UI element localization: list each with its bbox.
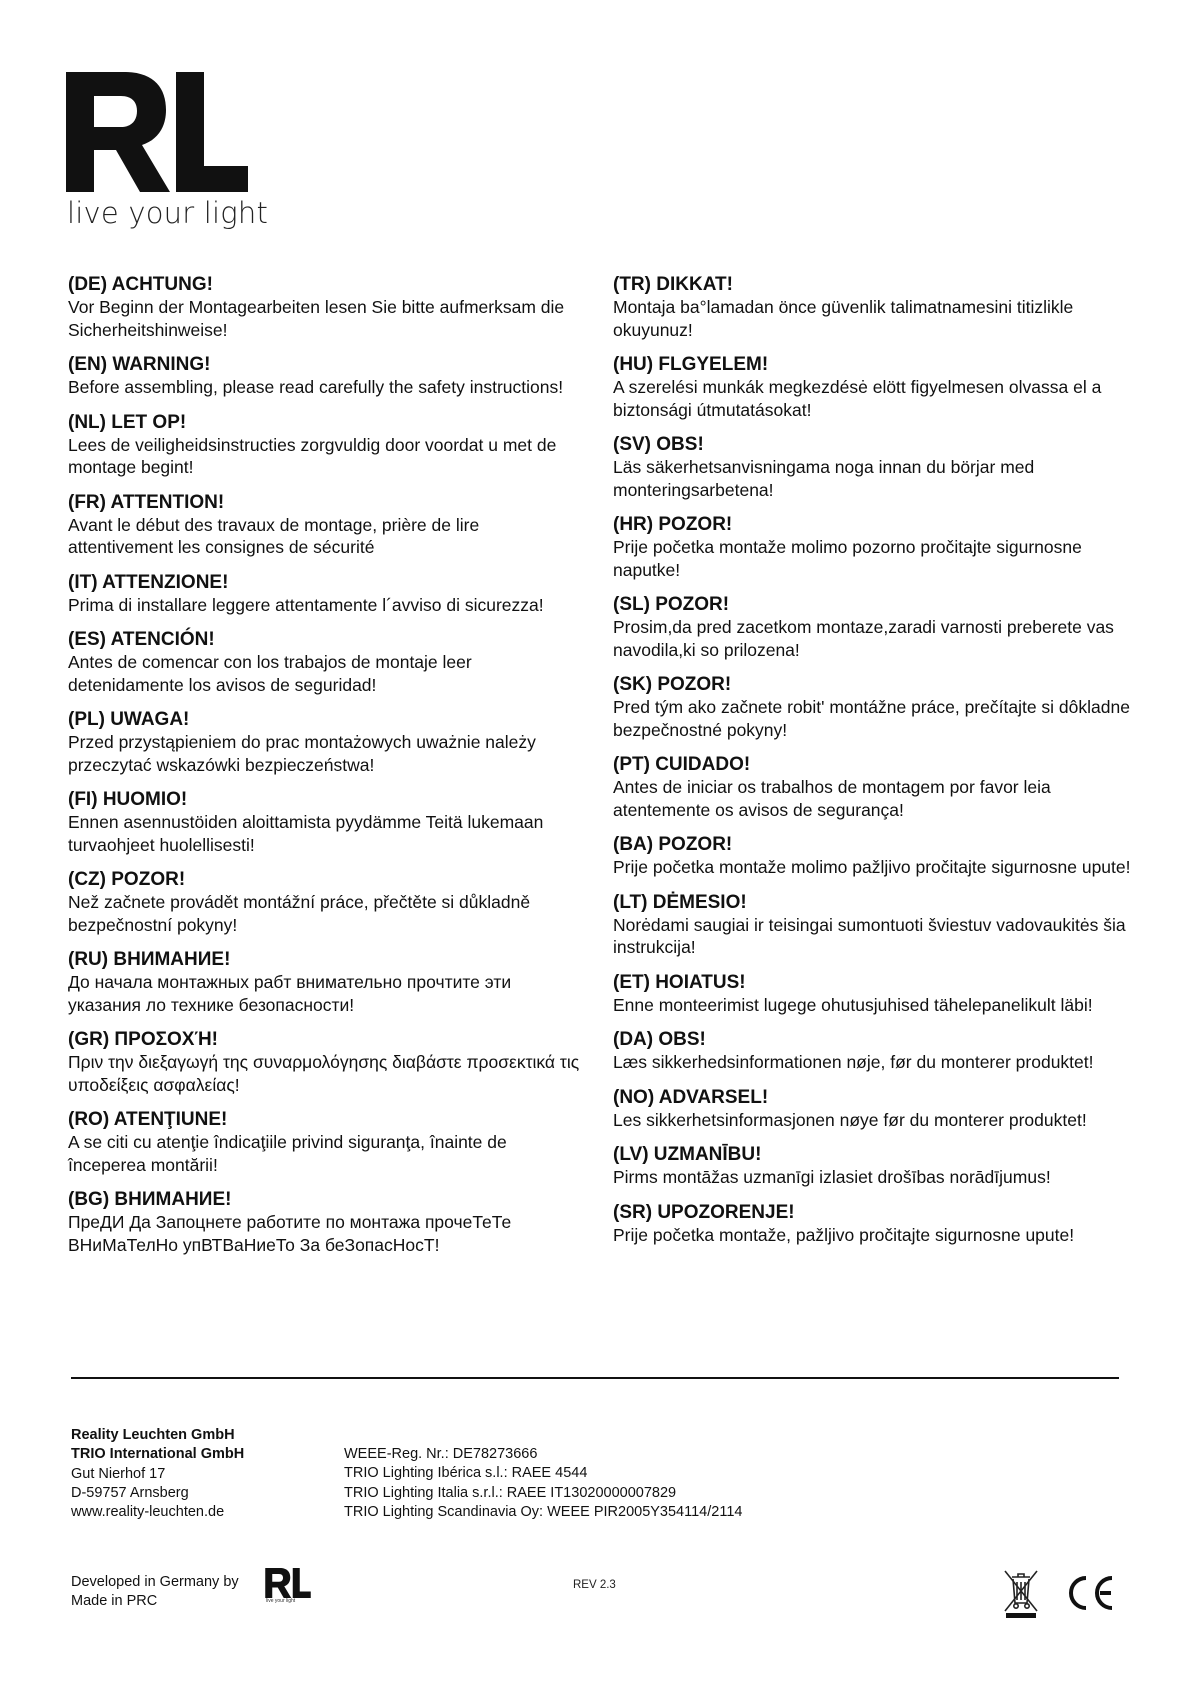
warning-sr (613, 1202, 1133, 1247)
warning-title: (GR) ΠΡΟΣΟΧΉ! (68, 1029, 218, 1050)
small-rl-logo (265, 1568, 311, 1608)
warning-title: (FI) HUOMIO! (68, 789, 188, 810)
warning-text: Läs säkerhetsanvisningama noga innan du börjar med monteringsarbetena! (613, 457, 1035, 500)
warning-text: Prije početka montaže molimo pozorno pročitajte sigurnosne naputke! (613, 537, 1082, 580)
footer-registration-info (344, 1445, 742, 1522)
company-website: www.reality-leuchten.de (71, 1504, 225, 1521)
developed-in-text: Developed in Germany by (71, 1574, 239, 1590)
reg-line: TRIO Lighting Ibérica s.l.: RAEE 4544 (344, 1465, 588, 1482)
warning-text: Prije početka montaže, pažljivo pročitajte sigurnosne upute! (613, 1224, 1075, 1245)
warning-lv (613, 1144, 1133, 1189)
warning-tr (613, 274, 1133, 341)
origin-info (71, 1573, 239, 1612)
warning-text: Pirms montāžas uzmanīgi izlasiet drošības norādījumus! (613, 1167, 1051, 1187)
warning-gr (68, 1029, 588, 1096)
warning-title: (PT) CUIDADO! (613, 754, 751, 775)
warning-title: (ET) HOIATUS! (613, 971, 746, 993)
warning-title: (DE) ACHTUNG! (68, 274, 213, 295)
warning-text: Prije početka montaže molimo pažljivo pročitajte sigurnosne upute! (613, 857, 1131, 877)
footer-divider (71, 1377, 1119, 1379)
warning-title: (IT) ATTENZIONE! (68, 571, 229, 593)
warning-text: Przed przystąpieniem do prac montażowych uważnie należy przeczytać wskazówki bezpieczeństwa! (68, 732, 536, 775)
warning-fi (68, 789, 588, 856)
reg-line: TRIO Lighting Scandinavia Oy: WEEE PIR2005Y354114/2114 (344, 1503, 743, 1520)
warning-hr (613, 514, 1133, 581)
warning-title: (NL) LET OP! (68, 411, 187, 433)
company-street: Gut Nierhof 17 (71, 1465, 166, 1482)
brand-tagline: live your light (67, 196, 269, 230)
made-in-text: Made in PRC (71, 1593, 158, 1610)
crossed-out-wheelie-bin-icon (1002, 1567, 1040, 1619)
warning-title: (HU) FLGYELEM! (613, 354, 769, 375)
rl-logo-mark (66, 72, 248, 192)
reg-line: WEEE-Reg. Nr.: DE78273666 (344, 1446, 538, 1462)
warning-title: (HR) POZOR! (613, 514, 733, 535)
warning-en (68, 354, 588, 399)
warning-hu (613, 354, 1133, 421)
warning-text: Prosim,da pred zacetkom montaze,zaradi varnosti preberete vas navodila,ki so prilozena! (613, 617, 1114, 660)
warnings-left-column (68, 274, 588, 1269)
warning-title: (LT) DĖMESIO! (613, 891, 747, 913)
reg-line: TRIO Lighting Italia s.r.l.: RAEE IT13020000007829 (344, 1484, 677, 1501)
warning-es (68, 629, 588, 696)
warning-text: Les sikkerhetsinformasjonen nøye før du monterer produktet! (613, 1109, 1087, 1130)
ce-mark-icon (1066, 1574, 1116, 1612)
warning-title: (SK) POZOR! (613, 674, 732, 695)
company-name-reality: Reality Leuchten GmbH (71, 1427, 235, 1443)
warning-text: Vor Beginn der Montagearbeiten lesen Sie bitte aufmerksam die Sicherheitshinweise! (68, 297, 565, 340)
warning-text: До начала монтажных рабт внимательно прочтите эти указания ло технике безопасности! (68, 972, 512, 1015)
warning-text: A se citi cu atenţie îndicaţiile privind siguranţa, înainte de începerea montării! (68, 1132, 507, 1175)
warning-pl (68, 709, 588, 776)
warning-text: A szerelési munkák megkezdésė elött figyelmesen olvassa el a biztonsági útmutatásokat! (613, 377, 1102, 420)
warning-lt (613, 892, 1133, 959)
warning-text: Lees de veiligheidsinstructies zorgvuldig door voordat u met de montage begint! (68, 434, 557, 477)
warnings-right-column (613, 274, 1133, 1259)
warning-title: (FR) ATTENTION! (68, 491, 225, 513)
warning-no (613, 1087, 1133, 1132)
small-logo-tagline: live your light (266, 1598, 296, 1604)
warning-text: Enne monteerimist lugege ohutusjuhised tähelepanelikult läbi! (613, 994, 1093, 1015)
warning-da (613, 1029, 1133, 1074)
warning-title: (SV) OBS! (613, 434, 704, 455)
warning-title: (RO) ATENŢIUNE! (68, 1109, 228, 1130)
warning-nl (68, 412, 588, 479)
warning-title: (CZ) POZOR! (68, 869, 186, 890)
warning-text: Ennen asennustöiden aloittamista pyydämme Teitä lukemaan turvaohjeet huolellisesti! (68, 812, 544, 855)
warning-text: Antes de comencar con los trabajos de montaje leer detenidamente los avisos de seguridad! (68, 652, 472, 695)
warning-text: ПреДИ Да Запоцнете работите по монтажа прочеТеТе ВНиМаТелНо упВТВаНиеТо За беЗопасНосТ! (68, 1212, 512, 1255)
warning-ba (613, 834, 1133, 879)
warning-sk (613, 674, 1133, 741)
warning-title: (BA) POZOR! (613, 834, 733, 855)
warning-title: (SL) POZOR! (613, 594, 730, 615)
revision-label: REV 2.3 (573, 1579, 616, 1591)
warning-title: (RU) ВНИМАНИЕ! (68, 949, 231, 970)
warning-text: Prima di installare leggere attentamente l´avviso di sicurezza! (68, 594, 544, 615)
warning-it (68, 572, 588, 617)
warning-sv (613, 434, 1133, 501)
company-name-trio: TRIO International GmbH (71, 1446, 245, 1463)
warning-title: (PL) UWAGA! (68, 709, 190, 730)
warning-de (68, 274, 588, 341)
warning-text: Before assembling, please read carefully the safety instructions! (68, 377, 564, 397)
warning-title: (BG) ВНИМАНИЕ! (68, 1189, 232, 1210)
warning-text: Læs sikkerhedsinformationen nøje, før du monterer produktet! (613, 1052, 1094, 1072)
warning-text: Πριν την διεξαγωγή της συναρμολόγησης διαβάστε προσεκτικά τις υποδείξεις ασφαλείας! (68, 1052, 580, 1095)
warning-text: Antes de iniciar os trabalhos de montagem por favor leia atentemente os avisos de segurança! (613, 777, 1051, 820)
warning-pt (613, 754, 1133, 821)
warning-text: Než začnete provádět montážní práce, přečtěte si důkladně bezpečnostní pokyny! (68, 892, 531, 935)
company-city: D-59757 Arnsberg (71, 1484, 189, 1501)
warning-text: Montaja ba°lamadan önce güvenlik talimatnamesini titizlikle okuyunuz! (613, 297, 1074, 340)
warning-text: Pred tým ako začnete robit' montážne práce, prečítajte si dôkladne bezpečnostné pokyny! (613, 697, 1130, 740)
warning-title: (SR) UPOZORENJE! (613, 1201, 795, 1223)
warning-text: Avant le début des travaux de montage, prière de lire attentivement les consignes de sécurité (68, 514, 480, 557)
warning-title: (NO) ADVARSEL! (613, 1086, 769, 1108)
warning-ru (68, 949, 588, 1016)
warning-fr (68, 492, 588, 559)
warning-title: (EN) WARNING! (68, 354, 211, 375)
brand-logo (66, 72, 269, 232)
warning-et (613, 972, 1133, 1017)
warning-title: (TR) DIKKAT! (613, 274, 733, 295)
warning-title: (LV) UZMANĪBU! (613, 1144, 762, 1165)
warning-sl (613, 594, 1133, 661)
warning-cz (68, 869, 588, 936)
warning-title: (ES) ATENCIÓN! (68, 629, 215, 650)
warning-bg (68, 1189, 588, 1256)
small-rl-logo-mark (265, 1568, 311, 1598)
warning-text: Norėdami saugiai ir teisingai sumontuoti šviestuv vadovaukitės šia instrukcija! (613, 914, 1126, 957)
warning-ro (68, 1109, 588, 1176)
footer-company-info (71, 1426, 244, 1522)
warning-title: (DA) OBS! (613, 1029, 706, 1050)
